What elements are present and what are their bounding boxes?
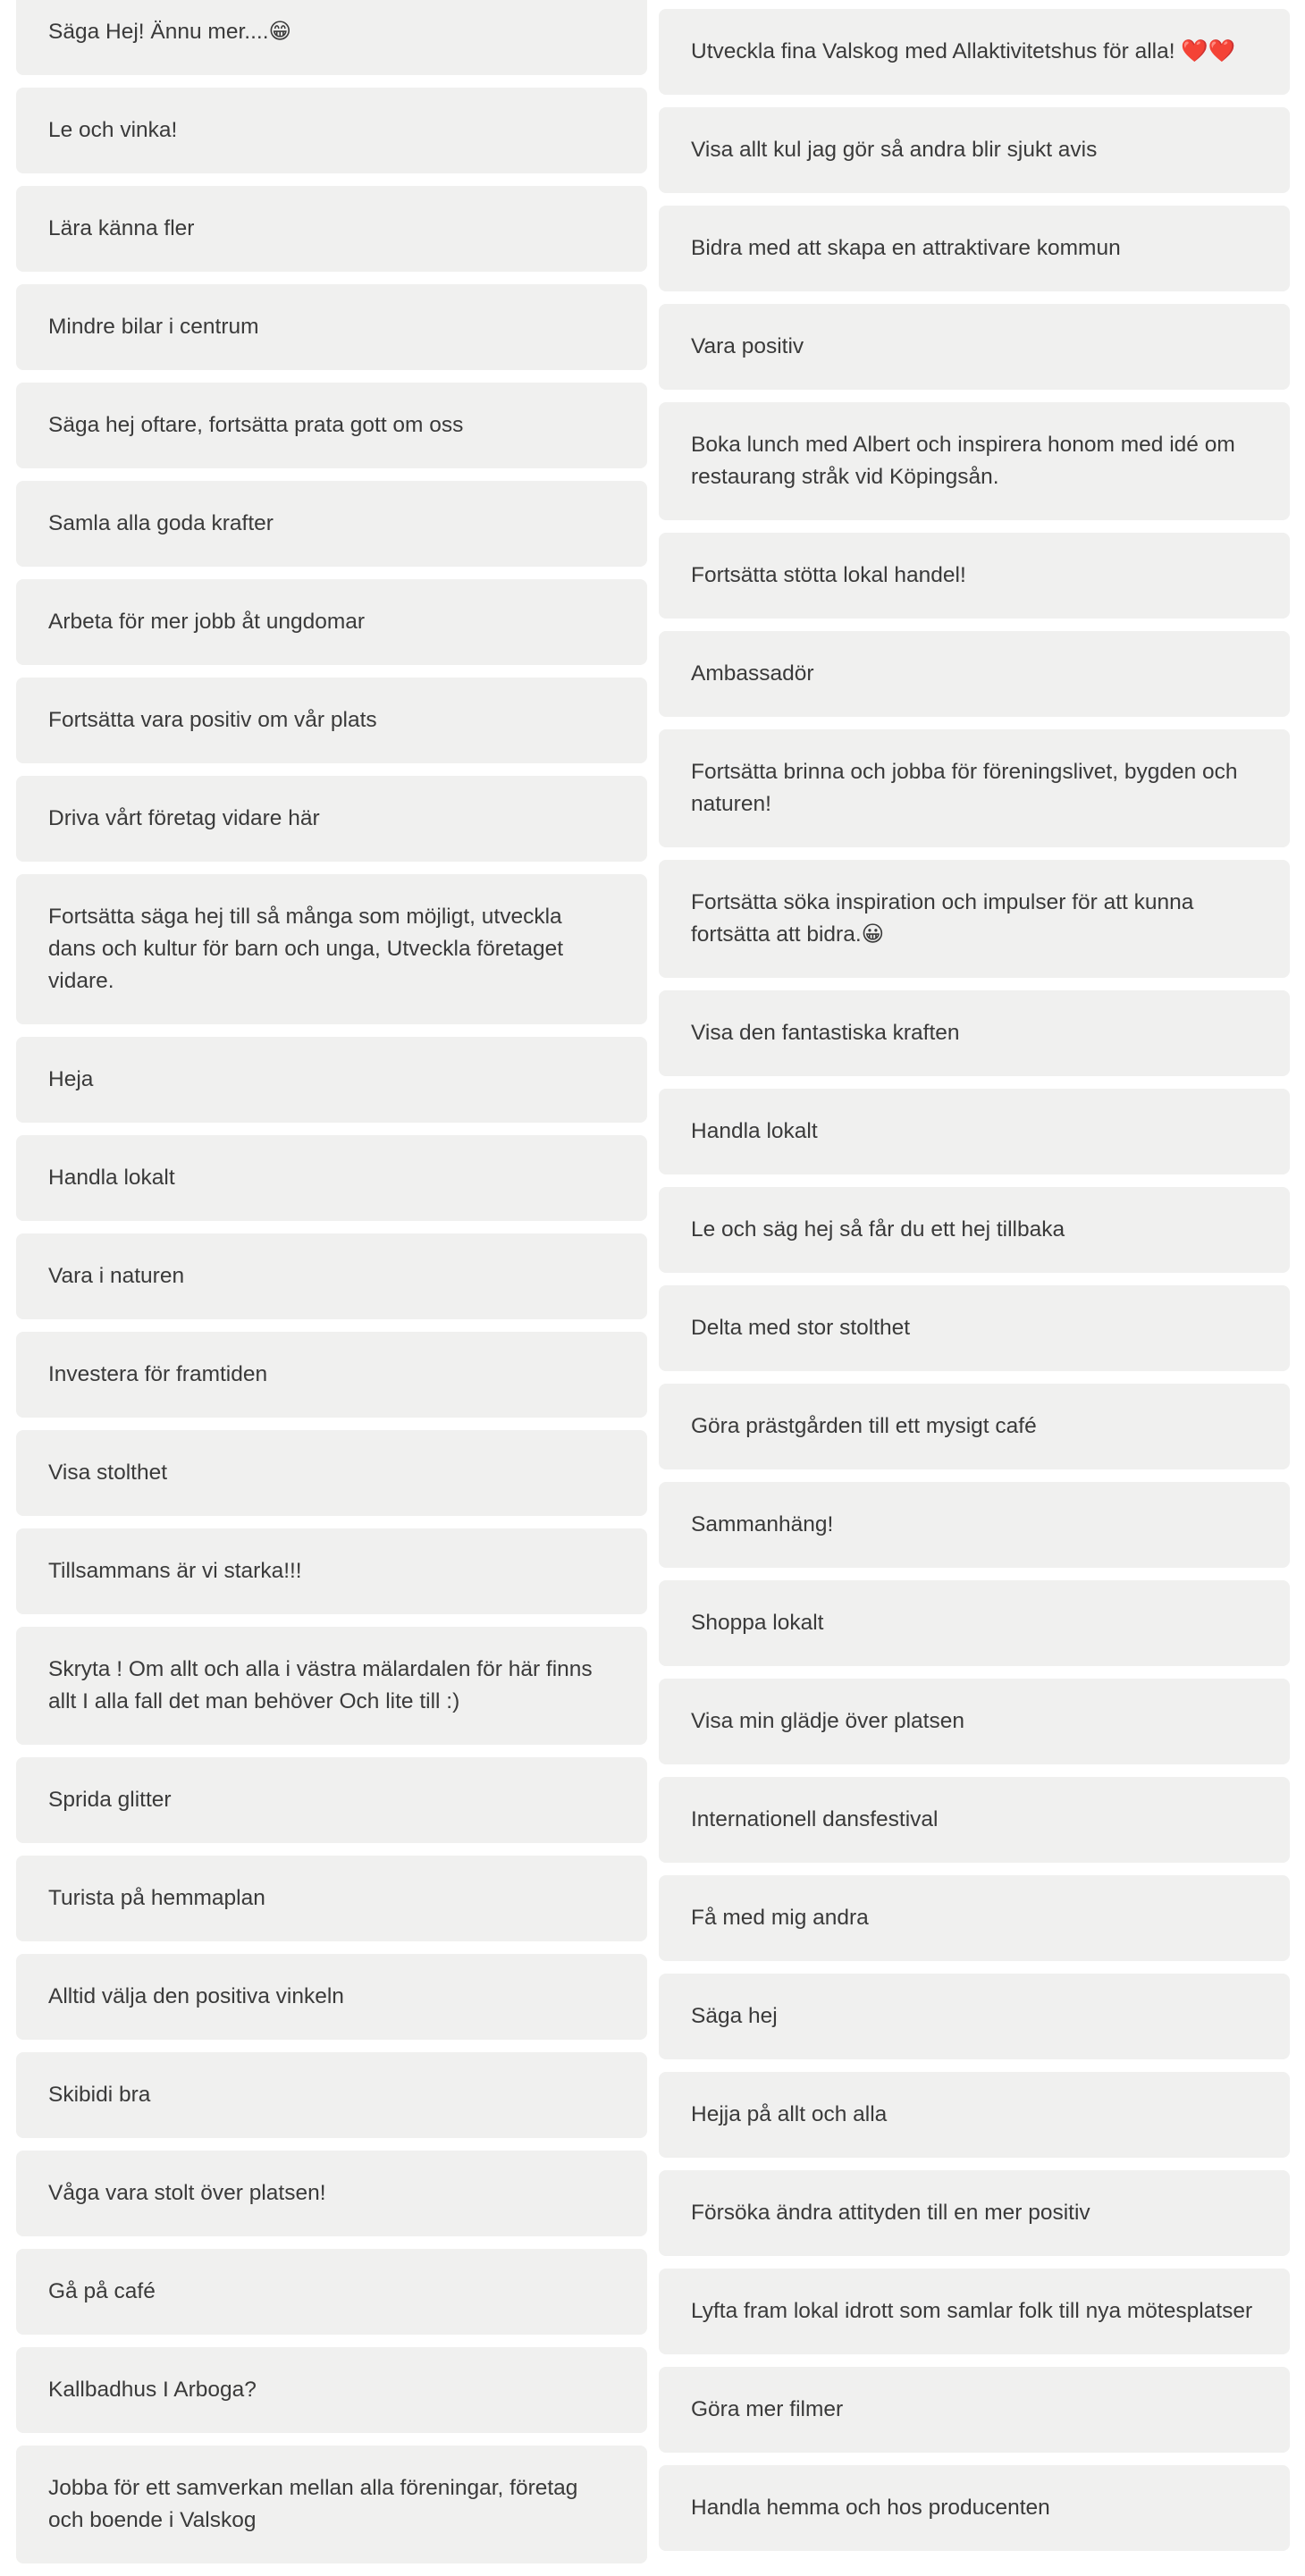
answer-card: Arbeta för mer jobb åt ungdomar — [16, 579, 647, 665]
answer-card: Samla alla goda krafter — [16, 481, 647, 567]
answer-card: Gå på café — [16, 2249, 647, 2335]
answer-card: Jobba för ett samverkan mellan alla föreningar, företag och boende i Valskog — [16, 2446, 647, 2563]
answer-card: Heja — [16, 1037, 647, 1123]
answer-card: Fortsätta vara positiv om vår plats — [16, 678, 647, 763]
answer-card: Investera för framtiden — [16, 1332, 647, 1418]
answer-card: Försöka ändra attityden till en mer positiv — [659, 2170, 1290, 2256]
answer-card: Fortsätta brinna och jobba för föreningslivet, bygden och naturen! — [659, 729, 1290, 847]
answer-card: Fortsätta säga hej till så många som möjligt, utveckla dans och kultur för barn och unga, Utveckla företaget vidare. — [16, 874, 647, 1024]
answer-card: Säga hej oftare, fortsätta prata gott om oss — [16, 383, 647, 468]
answer-card: Utveckla fina Valskog med Allaktivitetshus för alla! ❤️❤️ — [659, 9, 1290, 95]
answer-card: Handla hemma och hos producenten — [659, 2465, 1290, 2551]
answer-card: Säga Hej! Ännu mer....😁 — [16, 0, 647, 75]
answer-card: Alltid välja den positiva vinkeln — [16, 1954, 647, 2040]
answer-card: Hejja på allt och alla — [659, 2072, 1290, 2158]
answer-card: Bidra med att skapa en attraktivare kommun — [659, 206, 1290, 291]
answer-card: Lyfta fram lokal idrott som samlar folk till nya mötesplatser — [659, 2269, 1290, 2354]
answer-card: Visa min glädje över platsen — [659, 1679, 1290, 1764]
right-column — [659, 9, 1290, 2563]
answer-card: Säga hej — [659, 1974, 1290, 2059]
answer-card: Visa den fantastiska kraften — [659, 990, 1290, 1076]
answer-card: Handla lokalt — [659, 1089, 1290, 1174]
answer-card: Sammanhäng! — [659, 1482, 1290, 1568]
answer-card: Handla lokalt — [16, 1135, 647, 1221]
answer-card: Mindre bilar i centrum — [16, 284, 647, 370]
answer-card: Shoppa lokalt — [659, 1580, 1290, 1666]
answer-card: Ambassadör — [659, 631, 1290, 717]
answer-card: Driva vårt företag vidare här — [16, 776, 647, 862]
answer-card: Vara positiv — [659, 304, 1290, 390]
answer-card: Göra prästgården till ett mysigt café — [659, 1384, 1290, 1469]
answer-card: Boka lunch med Albert och inspirera honom med idé om restaurang stråk vid Köpingsån. — [659, 402, 1290, 520]
answer-card: Vara i naturen — [16, 1233, 647, 1319]
answer-card: Sprida glitter — [16, 1757, 647, 1843]
answer-card: Le och vinka! — [16, 88, 647, 173]
answer-card: Delta med stor stolthet — [659, 1285, 1290, 1371]
answer-card: Visa allt kul jag gör så andra blir sjukt avis — [659, 107, 1290, 193]
answer-card: Skryta ! Om allt och alla i västra mälardalen för här finns allt I alla fall det man behöver Och lite till :) — [16, 1627, 647, 1745]
answer-card: Internationell dansfestival — [659, 1777, 1290, 1863]
answer-card: Få med mig andra — [659, 1875, 1290, 1961]
left-column — [16, 0, 647, 2576]
answer-card: Lära känna fler — [16, 186, 647, 272]
answer-card: Skibidi bra — [16, 2052, 647, 2138]
answer-card: Fortsätta söka inspiration och impulser för att kunna fortsätta att bidra.😀 — [659, 860, 1290, 978]
answer-card: Tillsammans är vi starka!!! — [16, 1528, 647, 1614]
answer-card: Visa stolthet — [16, 1430, 647, 1516]
answer-card: Våga vara stolt över platsen! — [16, 2151, 647, 2236]
answer-card: Kallbadhus I Arboga? — [16, 2347, 647, 2433]
answer-card: Turista på hemmaplan — [16, 1856, 647, 1941]
answer-card: Le och säg hej så får du ett hej tillbaka — [659, 1187, 1290, 1273]
answer-card: Göra mer filmer — [659, 2367, 1290, 2453]
answer-card: Fortsätta stötta lokal handel! — [659, 533, 1290, 619]
